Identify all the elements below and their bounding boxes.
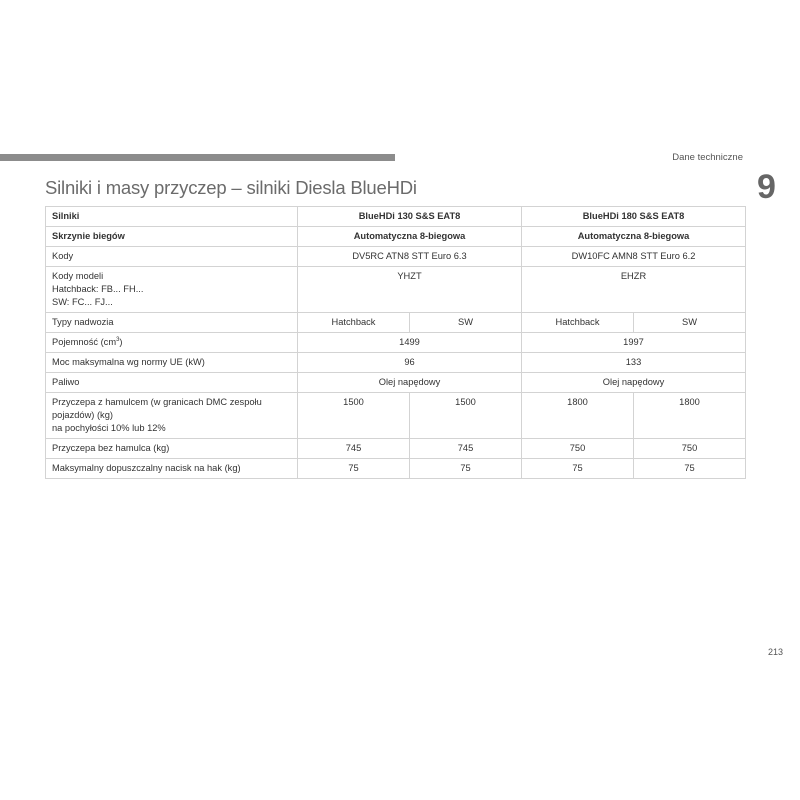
model-codes-label [46, 267, 298, 313]
table-row-codes [46, 247, 746, 267]
unbraked-trailer-value: 750 [522, 439, 634, 459]
nose-weight-value: 75 [634, 459, 746, 479]
table-row-nose-weight [46, 459, 746, 479]
gearbox-label: Skrzynie biegów [46, 227, 298, 247]
table-row-braked-trailer [46, 393, 746, 439]
braked-trailer-value: 1500 [410, 393, 522, 439]
table-row-unbraked-trailer [46, 439, 746, 459]
model-codes-label-line-3: SW: FC... FJ... [52, 297, 113, 307]
body-types-label: Typy nadwozia [46, 313, 298, 333]
braked-trailer-value: 1800 [634, 393, 746, 439]
table-row-power [46, 353, 746, 373]
displacement-1: 1499 [298, 333, 522, 353]
table-row-displacement [46, 333, 746, 353]
power-1: 96 [298, 353, 522, 373]
codes-2: DW10FC AMN8 STT Euro 6.2 [522, 247, 746, 267]
body-type-hatchback-2: Hatchback [522, 313, 634, 333]
fuel-2: Olej napędowy [522, 373, 746, 393]
chapter-number: 9 [757, 168, 776, 206]
unbraked-trailer-label: Przyczepa bez hamulca (kg) [46, 439, 298, 459]
table-row-model-codes [46, 267, 746, 313]
nose-weight-value: 75 [410, 459, 522, 479]
displacement-unit-superscript: 3 [116, 336, 120, 343]
displacement-label [46, 333, 298, 353]
displacement-2: 1997 [522, 333, 746, 353]
braked-trailer-label-line-1: Przyczepa z hamulcem (w granicach DMC zespołu [52, 397, 262, 407]
gearbox-1: Automatyczna 8-biegowa [298, 227, 522, 247]
model-codes-2: EHZR [522, 267, 746, 313]
engines-label: Silniki [46, 207, 298, 227]
nose-weight-value: 75 [298, 459, 410, 479]
table-row-fuel [46, 373, 746, 393]
unbraked-trailer-value: 745 [298, 439, 410, 459]
braked-trailer-value: 1800 [522, 393, 634, 439]
fuel-1: Olej napędowy [298, 373, 522, 393]
power-label: Moc maksymalna wg normy UE (kW) [46, 353, 298, 373]
unbraked-trailer-value: 745 [410, 439, 522, 459]
section-label: Dane techniczne [672, 152, 743, 163]
displacement-label-text: Pojemność (cm [52, 337, 117, 347]
model-codes-label-line-1: Kody modeli [52, 271, 104, 281]
nose-weight-value: 75 [522, 459, 634, 479]
braked-trailer-label-line-2: pojazdów) (kg) [52, 410, 113, 420]
braked-trailer-label-line-3: na pochyłości 10% lub 12% [52, 423, 166, 433]
page-title: Silniki i masy przyczep – silniki Diesla BlueHDi [45, 177, 417, 198]
nose-weight-label: Maksymalny dopuszczalny nacisk na hak (kg) [46, 459, 298, 479]
codes-label: Kody [46, 247, 298, 267]
braked-trailer-value: 1500 [298, 393, 410, 439]
codes-1: DV5RC ATN8 STT Euro 6.3 [298, 247, 522, 267]
power-2: 133 [522, 353, 746, 373]
page-number: 213 [767, 647, 783, 657]
displacement-label-close: ) [119, 337, 123, 347]
model-codes-1: YHZT [298, 267, 522, 313]
braked-trailer-label [46, 393, 298, 439]
fuel-label: Paliwo [46, 373, 298, 393]
table-row-gearbox [46, 227, 746, 247]
engine-name-1: BlueHDi 130 S&S EAT8 [298, 207, 522, 227]
gearbox-2: Automatyczna 8-biegowa [522, 227, 746, 247]
header-rule [0, 154, 395, 161]
model-codes-label-line-2: Hatchback: FB... FH... [52, 284, 144, 294]
unbraked-trailer-value: 750 [634, 439, 746, 459]
table-row-engines [46, 207, 746, 227]
table-row-body-types [46, 313, 746, 333]
body-type-hatchback-1: Hatchback [298, 313, 410, 333]
body-type-sw-1: SW [410, 313, 522, 333]
engine-name-2: BlueHDi 180 S&S EAT8 [522, 207, 746, 227]
engine-specs-table [45, 206, 746, 479]
body-type-sw-2: SW [634, 313, 746, 333]
